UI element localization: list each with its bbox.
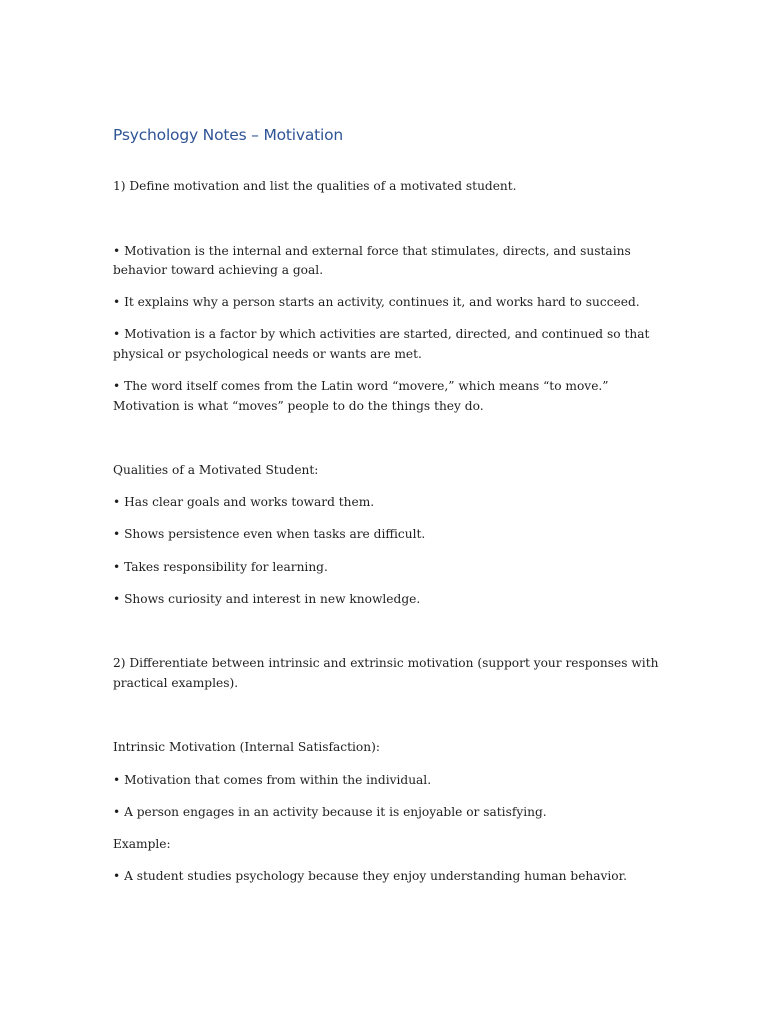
definition-bullet: • Motivation is a factor by which activities are started, directed, and continued so that physical or psychological needs or wants are met. xyxy=(113,327,650,361)
qualities-heading: Qualities of a Motivated Student: xyxy=(113,463,319,478)
quality-bullet: • Shows curiosity and interest in new knowledge. xyxy=(113,591,421,606)
example-bullet: • A student studies psychology because they enjoy understanding human behavior. xyxy=(113,869,628,884)
intrinsic-bullet: • A person engages in an activity because it is enjoyable or satisfying. xyxy=(113,804,547,819)
definition-bullet: • Motivation is the internal and external force that stimulates, directs, and sustains behavior toward achieving a goal. xyxy=(113,243,631,277)
quality-bullet: • Shows persistence even when tasks are difficult. xyxy=(113,527,426,542)
intrinsic-heading: Intrinsic Motivation (Internal Satisfaction): xyxy=(113,740,380,755)
question-2: 2) Differentiate between intrinsic and extrinsic motivation (support your responses with practical examples). xyxy=(113,656,659,690)
document-body xyxy=(113,123,663,899)
definition-bullet: • The word itself comes from the Latin word “movere,” which means “to move.” Motivation is what “moves” people to do the things they do. xyxy=(113,379,609,413)
definition-bullet: • It explains why a person starts an activity, continues it, and works hard to succeed. xyxy=(113,295,640,310)
document-title: Psychology Notes – Motivation xyxy=(113,126,344,144)
intrinsic-bullet: • Motivation that comes from within the individual. xyxy=(113,772,432,787)
question-1: 1) Define motivation and list the qualities of a motivated student. xyxy=(113,179,517,193)
quality-bullet: • Has clear goals and works toward them. xyxy=(113,495,375,510)
quality-bullet: • Takes responsibility for learning. xyxy=(113,559,328,574)
example-label: Example: xyxy=(113,836,171,851)
